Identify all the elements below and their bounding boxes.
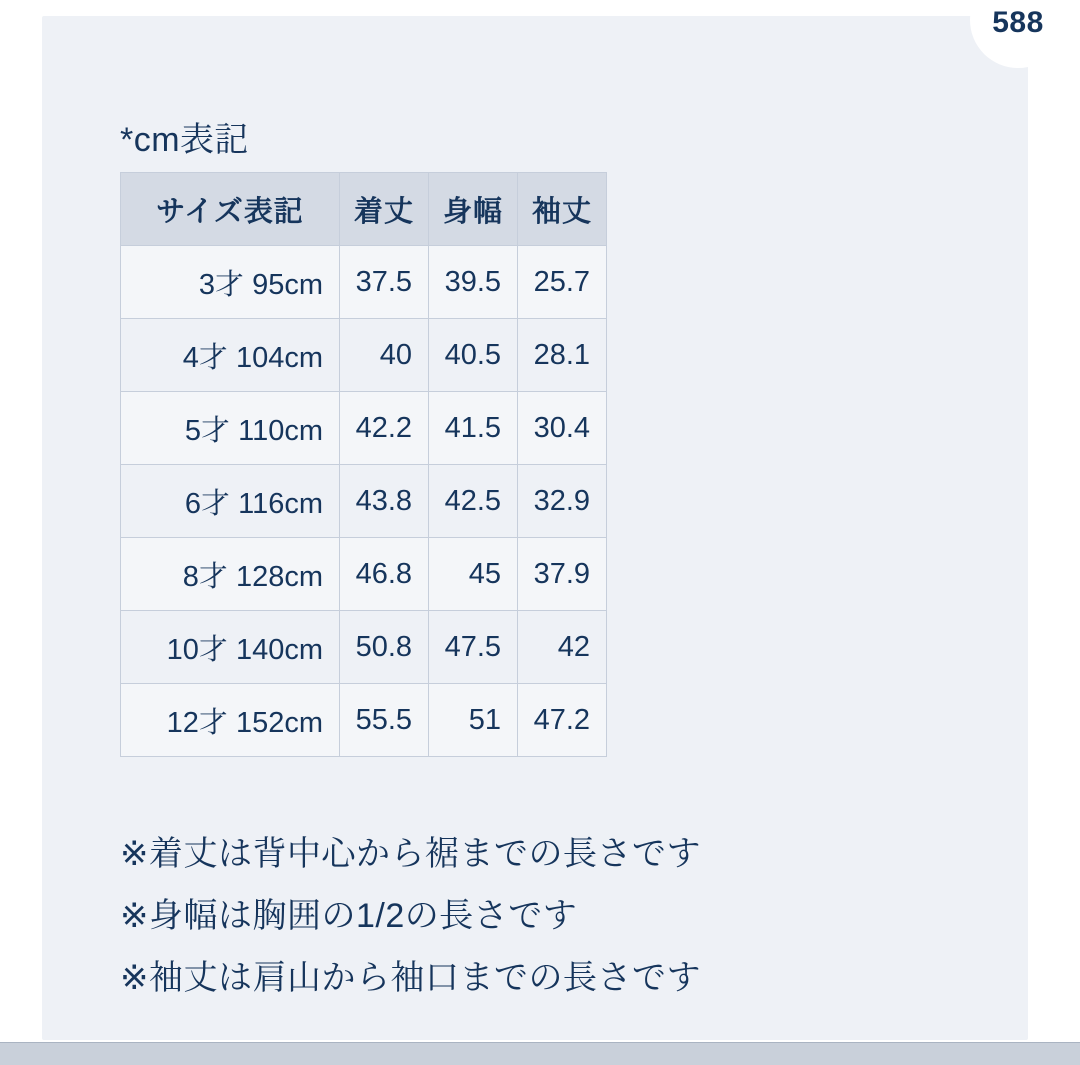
note-sleeve: ※袖丈は肩山から袖口までの長さです — [120, 958, 701, 997]
cell-width: 40.5 — [429, 319, 518, 392]
cell-size: 10才 140cm — [121, 611, 340, 684]
cell-size: 5才 110cm — [121, 392, 340, 465]
size-chart-card — [42, 6, 1044, 1040]
table-row — [121, 392, 607, 465]
cell-length: 50.8 — [340, 611, 429, 684]
measurement-notes — [120, 824, 701, 1010]
cell-length: 46.8 — [340, 538, 429, 611]
cell-sleeve: 25.7 — [518, 246, 607, 319]
column-header-sleeve: 袖丈 — [518, 173, 607, 246]
cell-sleeve: 30.4 — [518, 392, 607, 465]
column-header-size: サイズ表記 — [121, 173, 340, 246]
cell-sleeve: 37.9 — [518, 538, 607, 611]
cell-sleeve: 42 — [518, 611, 607, 684]
cell-sleeve: 32.9 — [518, 465, 607, 538]
cell-width: 42.5 — [429, 465, 518, 538]
table-row — [121, 246, 607, 319]
size-table-head — [121, 173, 607, 246]
cell-width: 45 — [429, 538, 518, 611]
table-row — [121, 465, 607, 538]
cell-length: 55.5 — [340, 684, 429, 757]
table-row — [121, 538, 607, 611]
table-row — [121, 684, 607, 757]
cell-length: 40 — [340, 319, 429, 392]
table-row — [121, 319, 607, 392]
cell-width: 39.5 — [429, 246, 518, 319]
cell-size: 4才 104cm — [121, 319, 340, 392]
column-header-width: 身幅 — [429, 173, 518, 246]
note-width: ※身幅は胸囲の1/2の長さです — [120, 896, 578, 935]
column-header-length: 着丈 — [340, 173, 429, 246]
cell-size: 3才 95cm — [121, 246, 340, 319]
page-number-badge — [970, 0, 1066, 68]
note-length: ※着丈は背中心から裾までの長さです — [120, 835, 701, 873]
cell-width: 47.5 — [429, 611, 518, 684]
cell-length: 37.5 — [340, 246, 429, 319]
size-table-body — [121, 246, 607, 757]
table-header-row — [121, 173, 607, 246]
cell-length: 42.2 — [340, 392, 429, 465]
cell-size: 6才 116cm — [121, 465, 340, 538]
page-number-badge-label: 588 — [992, 6, 1044, 39]
cell-width: 51 — [429, 684, 518, 757]
cell-width: 41.5 — [429, 392, 518, 465]
bottom-bar — [0, 1042, 1080, 1065]
cell-sleeve: 28.1 — [518, 319, 607, 392]
size-table — [120, 172, 607, 757]
cell-length: 43.8 — [340, 465, 429, 538]
cell-size: 8才 128cm — [121, 538, 340, 611]
unit-note: *cm表記 — [120, 121, 250, 159]
table-row — [121, 611, 607, 684]
cell-size: 12才 152cm — [121, 684, 340, 757]
cell-sleeve: 47.2 — [518, 684, 607, 757]
